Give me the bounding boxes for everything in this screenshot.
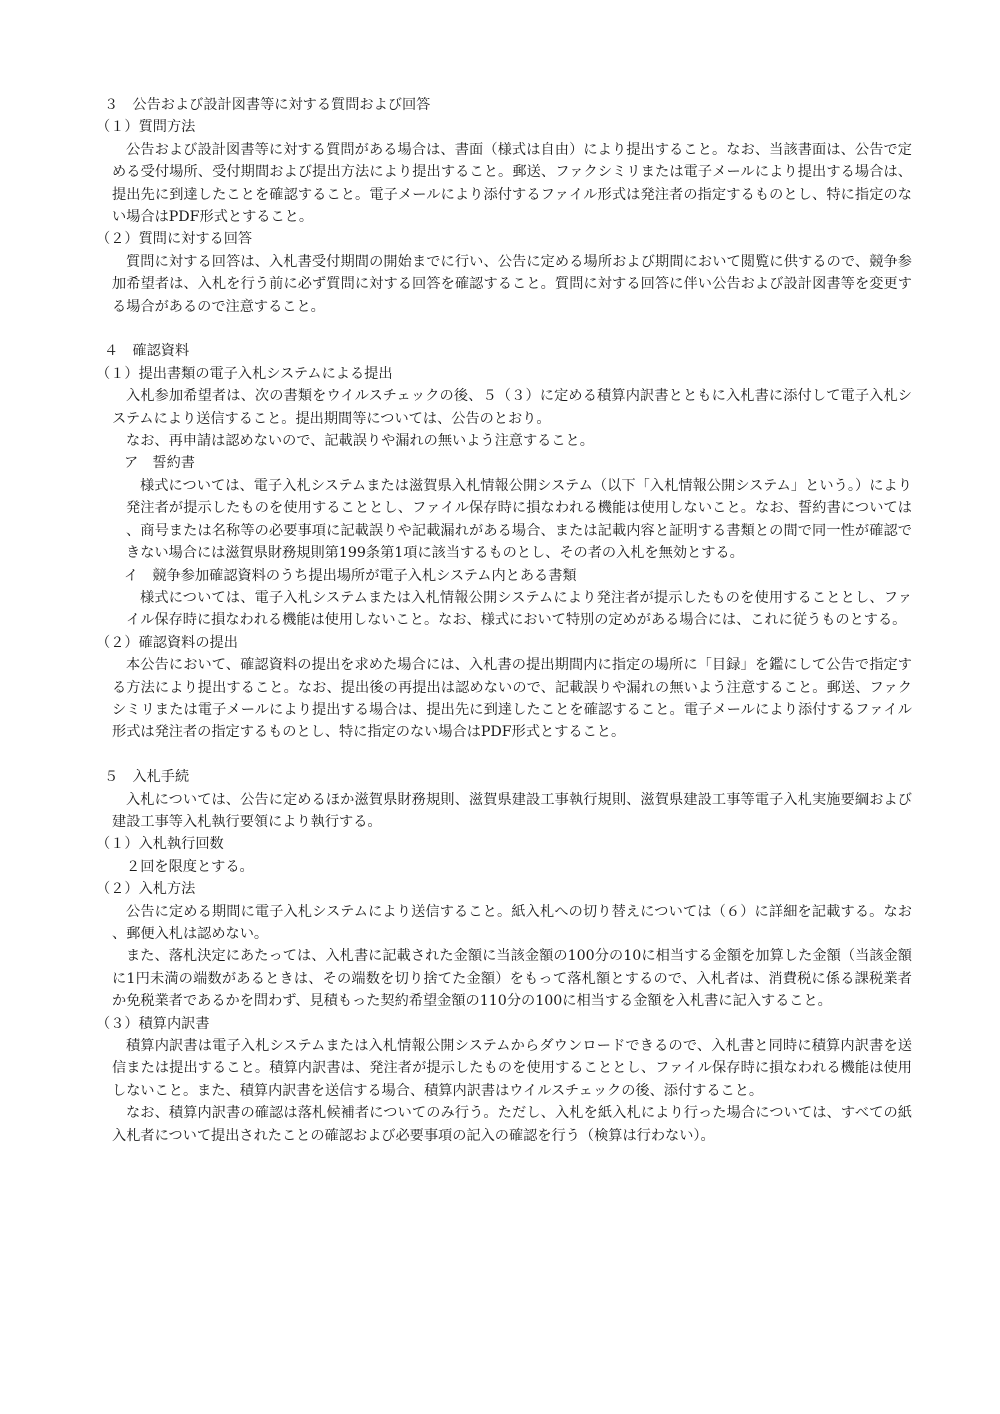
section-5-intro: 入札については、公告に定めるほか滋賀県財務規則、滋賀県建設工事執行規則、滋賀県建設工事等電子入札実施要綱および建設工事等入札執行要領により執行する。 <box>112 791 912 830</box>
section-4-1-note: なお、再申請は認めないので、記載誤りや漏れの無いよう注意すること。 <box>126 433 594 450</box>
section-4-1-heading: （１）提出書類の電子入札システムによる提出 <box>96 365 393 382</box>
section-4-1-body: 入札参加希望者は、次の書類をウイルスチェックの後、５（３）に定める積算内訳書とともに入札書に添付して電子入札システムにより送信すること。提出期間等については、公告のとおり。 <box>112 388 912 427</box>
section-3-2-body: 質問に対する回答は、入札書受付期間の開始までに行い、公告に定める場所および期間において閲覧に供するので、競争参加希望者は、入札を行う前に必ず質問に対する回答を確認すること。質問に対する回答に伴い公告および設計図書等を変更する場合があるので注意すること。 <box>112 253 912 315</box>
section-5-1-heading: （１）入札執行回数 <box>96 836 224 853</box>
section-4-heading: ４ 確認資料 <box>104 343 190 360</box>
section-4-2-heading: （２）確認資料の提出 <box>96 634 238 651</box>
section-5-3-body: 積算内訳書は電子入札システムまたは入札情報公開システムからダウンロードできるので、入札書と同時に積算内訳書を送信または提出すること。積算内訳書は、発注者が提示したものを使用することとし、ファイル保存時に損なわれる機能は使用しないこと。また、積算内訳書を送信する場合、積算内訳書はウイルスチェックの後、添付すること。 <box>112 1038 912 1099</box>
section-5-1-body: ２回を限度とする。 <box>126 858 254 875</box>
section-3-heading: ３ 公告および設計図書等に対する質問および回答 <box>104 97 431 113</box>
item-i-body: 様式については、電子入札システムまたは入札情報公開システムにより発注者が提示したものを使用することとし、ファイル保存時に損なわれる機能は使用しないこと。なお、様式において特別の定めがある場合には、これに従うものとする。 <box>126 589 912 629</box>
item-a-heading: ア 誓約書 <box>124 455 195 472</box>
section-5-3-heading: （３）積算内訳書 <box>96 1015 210 1032</box>
section-3-2-heading: （２）質問に対する回答 <box>96 231 253 248</box>
section-5-2-body: 公告に定める期間に電子入札システムにより送信すること。紙入札への切り替えについては（６）に詳細を記載する。なお、郵便入札は認めない。 <box>112 903 912 942</box>
section-5-3-body-2: なお、積算内訳書の確認は落札候補者についてのみ行う。ただし、入札を紙入札により行った場合については、すべての紙入札者について提出されたことの確認および必要事項の記入の確認を行う（検算は行わない）。 <box>112 1105 912 1144</box>
item-i-heading: イ 競争参加確認資料のうち提出場所が電子入札システム内とある書類 <box>124 567 577 584</box>
section-3-1-body: 公告および設計図書等に対する質問がある場合は、書面（様式は自由）により提出すること。なお、当該書面は、公告で定める受付場所、受付期間および提出方法により提出すること。郵送、ファクシミリまたは電子メールにより提出する場合は、提出先に到達したことを確認すること。電子メールにより添付するファイル形式は発注者の指定するものとし、特に指定のない場合はPDF形式とすること。 <box>112 141 912 226</box>
section-5-heading: ５ 入札手続 <box>104 769 190 786</box>
item-a-body: 様式については、電子入札システムまたは滋賀県入札情報公開システム（以下「入札情報公開システム」という。）により発注者が提示したものを使用することとし、ファイル保存時に損なわれる機能は使用しないこと。なお、誓約書については、商号または名称等の必要事項に記載誤りや記載漏れがある場合、または記載内容と証明する書類との間で同一性が確認できない場合には滋賀県財務規則第199条第1項に該当するものとし、その者の入札を無効とする。 <box>126 477 912 562</box>
section-5-2-heading: （２）入札方法 <box>96 881 196 898</box>
section-4-2-body: 本公告において、確認資料の提出を求めた場合には、入札書の提出期間内に指定の場所に「目録」を鑑にして公告で指定する方法により提出すること。なお、提出後の再提出は認めないので、記載誤りや漏れの無いよう注意すること。郵送、ファクシミリまたは電子メールにより提出する場合は、提出先に到達したことを確認すること。電子メールにより添付するファイル形式は発注者の指定するものとし、特に指定のない場合はPDF形式とすること。 <box>112 657 912 741</box>
spacer <box>96 744 912 766</box>
section-5-2-body-2: また、落札決定にあたっては、入札書に記載された金額に当該金額の100分の10に相当する金額を加算した金額（当該金額に1円未満の端数があるときは、その端数を切り捨てた金額）をもって落札額とするので、入札者は、消費税に係る課税業者か免税業者であるかを問わず、見積もった契約希望金額の110分の100に相当する金額を入札書に記入すること。 <box>112 948 912 1010</box>
spacer <box>96 318 912 340</box>
section-3-1-heading: （１）質問方法 <box>96 119 196 136</box>
